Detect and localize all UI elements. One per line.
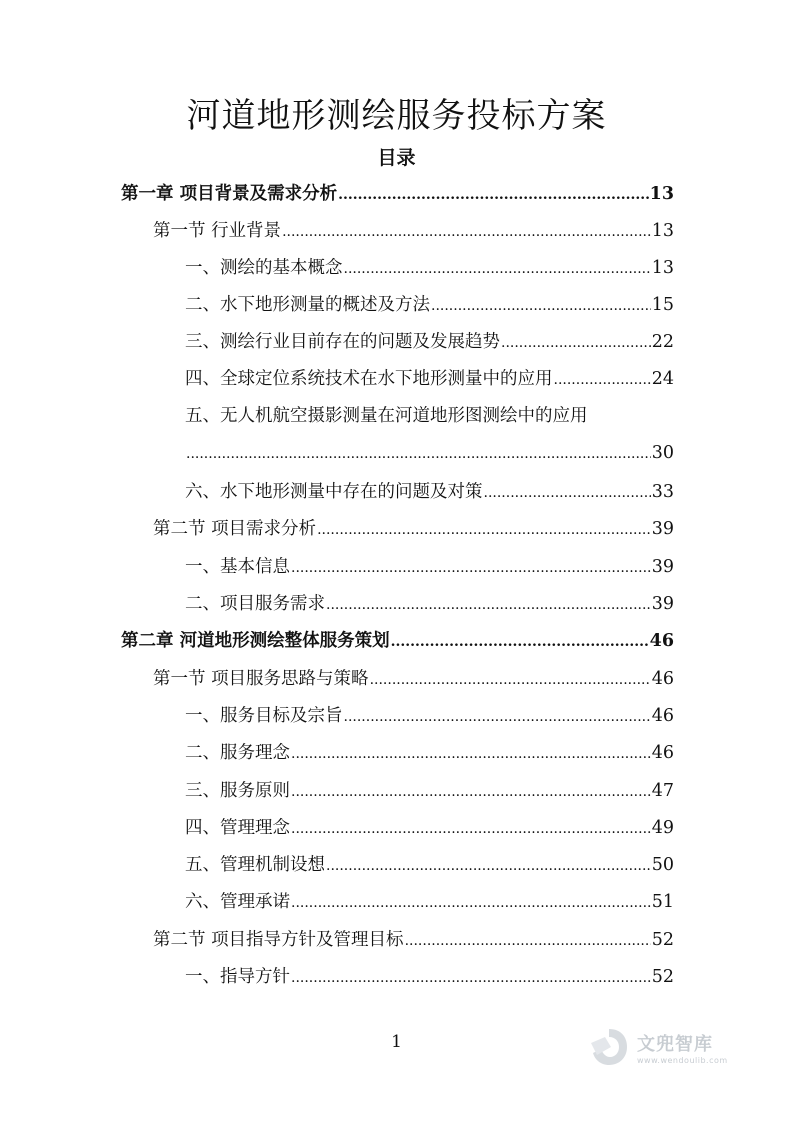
- toc-entry-label: 第一章 项目背景及需求分析: [121, 184, 338, 204]
- toc-entry-page: 24: [651, 369, 674, 389]
- toc-entry-page: 33: [651, 482, 674, 502]
- toc-leader-dots: [291, 774, 651, 810]
- toc-leader-dots: [291, 960, 651, 996]
- toc-entry[interactable]: [121, 176, 674, 213]
- toc-entry[interactable]: [153, 213, 674, 250]
- toc-entry-page: 39: [651, 519, 674, 539]
- toc-entry[interactable]: [185, 250, 674, 287]
- toc-leader-dots: [186, 436, 651, 472]
- toc-leader-dots: [431, 288, 651, 324]
- toc-entry[interactable]: [185, 810, 674, 847]
- page-number: 1: [391, 1032, 402, 1052]
- watermark: [587, 1022, 757, 1072]
- toc-leader-dots: [554, 362, 651, 398]
- toc-entry-label: 二、服务理念: [185, 743, 290, 763]
- toc-entry-page: 30: [651, 443, 674, 463]
- toc-entry-page: 13: [651, 258, 674, 278]
- toc-leader-dots: [291, 550, 651, 586]
- toc-entry-page: 13: [651, 221, 674, 241]
- toc-entry-page: 47: [651, 781, 674, 801]
- toc-leader-dots: [291, 811, 651, 847]
- toc-leader-dots: [326, 587, 651, 623]
- toc-entry-label: 二、水下地形测量的概述及方法: [185, 295, 430, 315]
- toc-entry[interactable]: [185, 474, 674, 511]
- toc-entry-label: 六、水下地形测量中存在的问题及对策: [185, 482, 483, 502]
- toc-entry[interactable]: [185, 959, 674, 996]
- toc-entry-label: 五、无人机航空摄影测量在河道地形图测绘中的应用: [185, 406, 588, 426]
- toc-entry-label: 一、指导方针: [185, 967, 290, 987]
- toc-entry-label: 一、服务目标及宗旨: [185, 706, 343, 726]
- watermark-url: www.wendoulib.com: [637, 1055, 728, 1065]
- toc-heading: 目录: [377, 147, 416, 169]
- toc-entry[interactable]: [153, 661, 674, 698]
- wendou-logo-icon: [587, 1025, 631, 1069]
- toc-leader-dots: [338, 177, 649, 213]
- toc-entry-page: 52: [651, 967, 674, 987]
- toc-entry-label: 第二节 项目需求分析: [153, 519, 317, 539]
- toc-entry-label: 四、管理理念: [185, 818, 290, 838]
- toc-entry[interactable]: [153, 511, 674, 548]
- toc-leader-dots: [282, 214, 651, 250]
- toc-entry-page: 46: [651, 669, 674, 689]
- toc-leader-dots: [326, 848, 651, 884]
- toc-entry-page: 51: [651, 892, 674, 912]
- toc-entry[interactable]: [185, 773, 674, 810]
- toc-entry[interactable]: [185, 735, 674, 772]
- toc-entry-page: 15: [651, 295, 674, 315]
- toc-entry-page: 46: [651, 706, 674, 726]
- toc-leader-dots: [484, 475, 651, 511]
- toc-entry-page: 50: [651, 855, 674, 875]
- watermark-name: 文兜智库: [637, 1033, 713, 1055]
- toc-entry[interactable]: [185, 884, 674, 921]
- toc-leader-dots: [344, 699, 651, 735]
- document-title: 河道地形测绘服务投标方案: [186, 96, 607, 136]
- toc-entry-label: 五、管理机制设想: [185, 855, 325, 875]
- toc-entry-page: 49: [651, 818, 674, 838]
- toc-entry[interactable]: [185, 398, 674, 472]
- toc-entry[interactable]: [185, 586, 674, 623]
- toc-leader-dots: [344, 251, 651, 287]
- toc-entry[interactable]: [121, 623, 674, 660]
- toc-entry-label: 第一节 行业背景: [153, 221, 282, 241]
- toc-entry-page: 46: [649, 631, 674, 651]
- toc-entry[interactable]: [185, 847, 674, 884]
- toc-leader-dots: [291, 885, 651, 921]
- toc-leader-dots: [291, 736, 651, 772]
- toc-entry-label: 第一节 项目服务思路与策略: [153, 669, 369, 689]
- toc-entry-label: 一、测绘的基本概念: [185, 258, 343, 278]
- toc-entry-label: 一、基本信息: [185, 557, 290, 577]
- toc-entry[interactable]: [153, 922, 674, 959]
- toc-entry[interactable]: [185, 324, 674, 361]
- toc-entry-label: 四、全球定位系统技术在水下地形测量中的应用: [185, 369, 553, 389]
- toc-entry-page: 39: [651, 594, 674, 614]
- toc-entry-page: 46: [651, 743, 674, 763]
- toc-entry-page: 13: [649, 184, 674, 204]
- toc-leader-dots: [317, 512, 651, 548]
- toc-entry-page: 52: [651, 930, 674, 950]
- toc-entry-page: 39: [651, 557, 674, 577]
- toc-entry[interactable]: [185, 287, 674, 324]
- toc-entry-label: 三、服务原则: [185, 781, 290, 801]
- toc-leader-dots: [501, 325, 651, 361]
- toc-entry-label: 第二章 河道地形测绘整体服务策划: [121, 631, 390, 651]
- toc-entry[interactable]: [185, 698, 674, 735]
- toc-entry-label: 二、项目服务需求: [185, 594, 325, 614]
- toc-leader-dots: [391, 624, 649, 660]
- toc-entry-label: 六、管理承诺: [185, 892, 290, 912]
- toc-leader-dots: [405, 923, 651, 959]
- toc-entry[interactable]: [185, 361, 674, 398]
- toc-entry-page: 22: [651, 332, 674, 352]
- toc-entry-label: 第二节 项目指导方针及管理目标: [153, 930, 404, 950]
- toc-leader-dots: [370, 662, 651, 698]
- toc-entry[interactable]: [185, 549, 674, 586]
- toc-entry-label: 三、测绘行业目前存在的问题及发展趋势: [185, 332, 500, 352]
